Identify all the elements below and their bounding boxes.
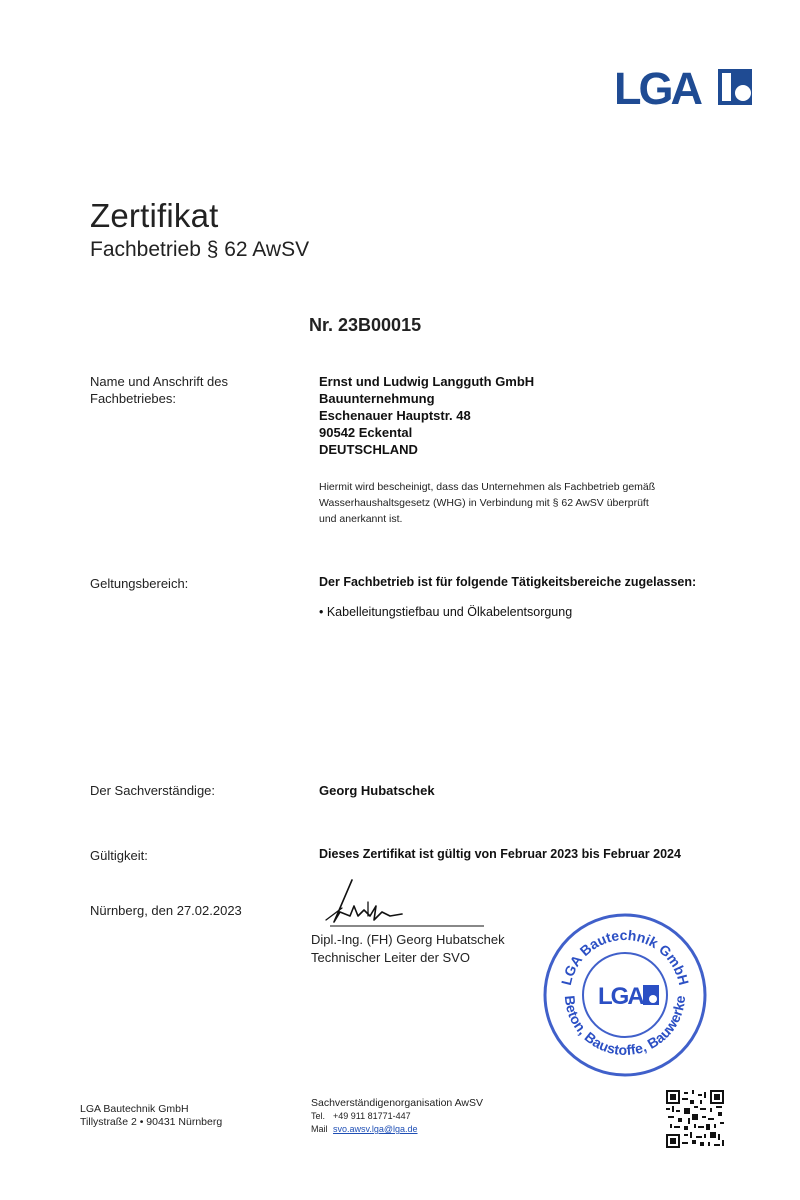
lga-logo-text: LGA [614, 66, 700, 108]
validity-label: Gültigkeit: [90, 848, 148, 863]
company-street: Eschenauer Hauptstr. 48 [319, 408, 471, 423]
certificate-number: Nr. 23B00015 [309, 315, 422, 335]
page-subtitle: Fachbetrieb § 62 AwSV [90, 238, 310, 261]
qr-code [666, 1090, 724, 1148]
validity-text: Dieses Zertifikat ist gültig von Februar 2023 bis Februar 2024 [319, 847, 681, 861]
mail-label: Mail [311, 1124, 328, 1134]
company-label-line1: Name und Anschrift des [90, 374, 229, 389]
statement-line3: und anerkannt ist. [319, 513, 403, 525]
scope-item: • Kabelleitungstiefbau und Ölkabelentsorgung [319, 605, 573, 619]
signer-name: Dipl.-Ing. (FH) Georg Hubatschek [311, 932, 505, 947]
company-address [319, 373, 534, 458]
scope-heading: Der Fachbetrieb ist für folgende Tätigkeitsbereiche zugelassen: [319, 575, 697, 589]
company-name: Ernst und Ludwig Langguth GmbH [319, 374, 535, 389]
stamp-top-text: LGA Bautechnik GmbH [557, 926, 693, 987]
lga-logo-circle [735, 85, 751, 101]
mail-link[interactable]: svo.awsv.lga@lga.de [333, 1124, 418, 1134]
expert-label: Der Sachverständige: [90, 783, 216, 798]
company-country: DEUTSCHLAND [319, 442, 418, 457]
stamp-bottom-text: Beton, Baustoffe, Bauwerke [561, 994, 689, 1059]
footer-tel [311, 1110, 483, 1123]
company-stamp [540, 910, 710, 1080]
expert-name: Georg Hubatschek [319, 783, 435, 798]
company-label-line2: Fachbetriebes: [90, 391, 176, 406]
footer-org-address: Tillystraße 2 • 90431 Nürnberg [80, 1116, 223, 1128]
statement-line2: Wasserhaushaltsgesetz (WHG) in Verbindung mit § 62 AwSV überprüft [319, 497, 649, 509]
footer-org-name: LGA Bautechnik GmbH [80, 1103, 189, 1115]
signer-role: Technischer Leiter der SVO [311, 950, 470, 965]
footer-contact [311, 1097, 483, 1136]
footer-mail [311, 1123, 483, 1136]
statement-line1: Hiermit wird bescheinigt, dass das Unternehmen als Fachbetrieb gemäß [319, 481, 656, 493]
tel-value: +49 911 81771-447 [333, 1111, 411, 1121]
company-city: 90542 Eckental [319, 425, 413, 440]
tel-label: Tel. [311, 1111, 326, 1121]
scope-label: Geltungsbereich: [90, 576, 189, 591]
signer-block [311, 931, 505, 967]
signature [312, 876, 487, 936]
footer-svo-name: Sachverständigenorganisation AwSV [311, 1097, 484, 1109]
company-type: Bauunternehmung [319, 391, 435, 406]
certification-statement [319, 479, 655, 527]
lga-logo [614, 66, 754, 108]
place-date: Nürnberg, den 27.02.2023 [90, 903, 242, 918]
footer-organization [80, 1103, 222, 1129]
page-title: Zertifikat [90, 197, 219, 234]
company-label [90, 373, 228, 407]
stamp-logo-text: LGA [598, 983, 643, 1010]
